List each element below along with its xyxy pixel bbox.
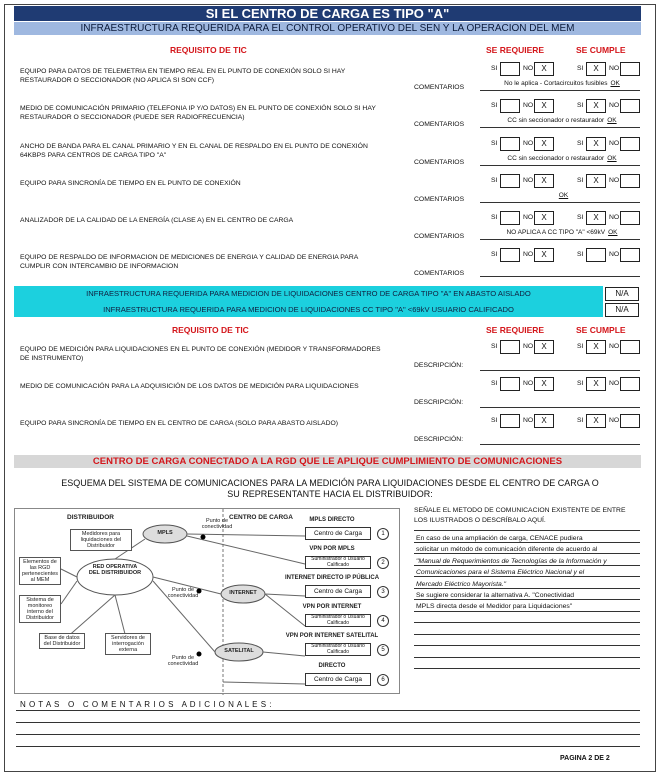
option-title: VPN POR INTERNET SATELITAL <box>285 633 379 639</box>
comentario-ok: OK <box>607 155 617 162</box>
requisito-text: ANCHO DE BANDA PARA EL CANAL PRIMARIO Y EN EL CANAL DE RESPALDO EN EL PUNTO DE CONEXIÓN 64KBPS PARA CENTROS DE CARGA TIPO "A" <box>20 143 368 159</box>
se-cumple-no-box[interactable] <box>620 377 640 391</box>
na-box-1[interactable]: N/A <box>605 287 639 301</box>
se-cumple-no-label: NO <box>609 140 620 147</box>
comentarios-label: COMENTARIOS <box>414 159 465 166</box>
label-distribuidor: DISTRIBUIDOR <box>67 514 114 521</box>
comentarios-label: COMENTARIOS <box>414 121 465 128</box>
option-box: Suministrador o Usuario Calificado <box>305 556 371 569</box>
se-requiere-si-label: SI <box>491 251 498 258</box>
se-cumple-si-box[interactable]: X <box>586 174 606 188</box>
se-cumple-no-box[interactable] <box>620 174 640 188</box>
method-text-line: En caso de una ampliación de carga, CENACE pudiera <box>416 535 583 542</box>
comentario-value[interactable] <box>484 192 640 199</box>
se-cumple-no-label: NO <box>609 417 620 424</box>
comentario-text: CC sin seccionador o restaurador <box>507 155 605 162</box>
method-line[interactable] <box>414 565 640 566</box>
option-title: VPN POR INTERNET <box>302 604 362 610</box>
method-line[interactable] <box>414 588 640 589</box>
se-cumple-si-label: SI <box>577 343 584 350</box>
se-requiere-si-box[interactable] <box>500 377 520 391</box>
se-cumple-no-box[interactable] <box>620 99 640 113</box>
se-requiere-si-box[interactable] <box>500 248 520 262</box>
se-requiere-no-label: NO <box>523 177 534 184</box>
se-requiere-si-label: SI <box>491 380 498 387</box>
descripcion-line[interactable] <box>480 370 640 371</box>
se-requiere-si-label: SI <box>491 177 498 184</box>
method-line[interactable] <box>414 657 640 658</box>
se-cumple-si-label: SI <box>577 251 584 258</box>
se-requiere-no-label: NO <box>523 65 534 72</box>
rgd-header: CENTRO DE CARGA CONECTADO A LA RGD QUE LE APLIQUE CUMPLIMIENTO DE COMUNICACIONES <box>14 455 641 468</box>
method-text-line: Mercado Eléctrico Mayorista." <box>416 580 507 588</box>
option-box: Suministrador o Usuario Calificado <box>305 643 371 656</box>
comentario-line <box>480 202 640 203</box>
comentario-line <box>480 90 640 91</box>
method-line[interactable] <box>414 530 640 531</box>
descripcion-line[interactable] <box>480 444 640 445</box>
se-requiere-no-label: NO <box>523 343 534 350</box>
option-box: Centro de Carga <box>305 585 371 598</box>
method-line[interactable] <box>414 576 640 577</box>
se-cumple-si-box[interactable]: X <box>586 99 606 113</box>
comentario-value[interactable] <box>484 229 640 236</box>
se-requiere-no-box[interactable]: X <box>534 377 554 391</box>
se-requiere-si-box[interactable] <box>500 340 520 354</box>
se-cumple-no-box[interactable] <box>620 248 640 262</box>
option-number[interactable]: 1 <box>377 528 389 540</box>
requisito-text: EQUIPO PARA SINCRONÍA DE TIEMPO EN EL PUNTO DE CONEXIÓN <box>20 180 241 187</box>
se-requiere-si-box[interactable] <box>500 99 520 113</box>
se-requiere-no-box[interactable]: X <box>534 174 554 188</box>
cyan-row-2: INFRAESTRUCTURA REQUERIDA PARA MEDICION DE LIQUIDACIONES CC TIPO "A" <69kV USUARIO CALIFICADO <box>14 302 603 317</box>
comentario-ok: OK <box>608 229 618 236</box>
descripcion-label: DESCRIPCIÓN: <box>414 399 464 406</box>
page-number: PAGINA 2 DE 2 <box>560 755 610 762</box>
se-cumple-si-box[interactable] <box>586 248 606 262</box>
se-requiere-si-box[interactable] <box>500 414 520 428</box>
descripcion-label: DESCRIPCIÓN: <box>414 362 464 369</box>
communications-diagram <box>14 508 400 694</box>
option-title: DIRECTO <box>318 663 346 669</box>
se-cumple-no-label: NO <box>609 214 620 221</box>
comentarios-label: COMENTARIOS <box>414 270 465 277</box>
method-text-line: "Manual de Requerimientos de Tecnologías de la Información y <box>416 557 607 565</box>
se-cumple-no-box[interactable] <box>620 414 640 428</box>
descripcion-label: DESCRIPCIÓN: <box>414 436 464 443</box>
label-centro-carga: CENTRO DE CARGA <box>229 514 293 521</box>
label-punto-2: Punto de conectividad <box>167 587 199 599</box>
esquema-title: ESQUEMA DEL SISTEMA DE COMUNICACIONES PARA LA MEDICIÓN PARA LIQUIDACIONES DESDE EL CENTRO DE CARGA O SU REPRESENTANTE HACIA EL DISTRIBUIDOR: <box>61 478 599 499</box>
method-line[interactable] <box>414 553 640 554</box>
requisito-text: EQUIPO DE MEDICIÓN PARA LIQUIDACIONES EN EL PUNTO DE CONEXIÓN (MEDIDOR Y TRANSFORMADORES DE INSTRUMENTO) <box>20 346 381 362</box>
comentarios-label: COMENTARIOS <box>414 84 465 91</box>
section-subtitle: INFRAESTRUCTURA REQUERIDA PARA EL CONTROL OPERATIVO DEL SEN Y LA OPERACION DEL MEM <box>14 22 641 35</box>
cloud-mpls: MPLS <box>157 530 173 536</box>
notes-line[interactable] <box>16 722 640 723</box>
method-line[interactable] <box>414 634 640 635</box>
option-title: INTERNET DIRECTO IP PÚBLICA <box>284 575 380 581</box>
se-requiere-no-box[interactable]: X <box>534 137 554 151</box>
se-cumple-si-label: SI <box>577 417 584 424</box>
notes-line[interactable] <box>16 734 640 735</box>
option-number[interactable]: 5 <box>377 644 389 656</box>
option-number[interactable]: 3 <box>377 586 389 598</box>
requisito-text: MEDIO DE COMUNICACIÓN PRIMARIO (TELEFONIA IP Y/O DATOS) EN EL PUNTO DE CONEXIÓN SOLO SI HAY RESTAURADOR O SECCIONADOR (PUEDE SER RADIOFRECUENCIA) <box>20 105 376 121</box>
descripcion-line[interactable] <box>480 407 640 408</box>
method-line[interactable] <box>414 622 640 623</box>
se-cumple-si-label: SI <box>577 214 584 221</box>
se-cumple-si-box[interactable]: X <box>586 211 606 225</box>
method-line[interactable] <box>414 542 640 543</box>
comentario-line <box>480 127 640 128</box>
option-box: Centro de Carga <box>305 673 371 686</box>
method-line[interactable] <box>414 645 640 646</box>
se-requiere-no-box[interactable]: X <box>534 340 554 354</box>
se-requiere-si-box[interactable] <box>500 174 520 188</box>
se-cumple-si-box[interactable]: X <box>586 340 606 354</box>
page-title: SI EL CENTRO DE CARGA ES TIPO "A" <box>14 6 641 21</box>
se-requiere-no-label: NO <box>523 380 534 387</box>
se-cumple-si-label: SI <box>577 102 584 109</box>
cloud-satelital: SATELITAL <box>224 648 254 654</box>
option-title: MPLS DIRECTO <box>309 517 355 523</box>
col-requisito: REQUISITO DE TIC <box>170 45 247 55</box>
se-requiere-no-label: NO <box>523 102 534 109</box>
comentario-ok: OK <box>558 192 569 199</box>
se-cumple-no-box[interactable] <box>620 62 640 76</box>
comentario-line <box>480 165 640 166</box>
na-box-2[interactable]: N/A <box>605 303 639 317</box>
se-requiere-no-label: NO <box>523 214 534 221</box>
comentario-line <box>480 239 640 240</box>
se-cumple-no-box[interactable] <box>620 137 640 151</box>
se-cumple-si-label: SI <box>577 140 584 147</box>
comentario-value[interactable] <box>484 155 640 162</box>
se-requiere-no-label: NO <box>523 140 534 147</box>
se-cumple-no-label: NO <box>609 65 620 72</box>
se-requiere-no-box[interactable]: X <box>534 99 554 113</box>
se-requiere-si-label: SI <box>491 417 498 424</box>
se-cumple-no-label: NO <box>609 251 620 258</box>
method-text-line: solicitar un método de comunicación diferente de acuerdo al <box>416 546 598 554</box>
box-servidores: Servidores de interrogación externa <box>105 633 151 655</box>
se-requiere-no-box[interactable]: X <box>534 211 554 225</box>
option-box: Centro de Carga <box>305 527 371 540</box>
box-medidores: Medidores para liquidaciones del Distribuidor <box>70 529 132 551</box>
col-requisito-2: REQUISITO DE TIC <box>172 325 249 335</box>
se-cumple-no-label: NO <box>609 343 620 350</box>
se-cumple-no-box[interactable] <box>620 340 640 354</box>
requisito-text: EQUIPO DE RESPALDO DE INFORMACION DE MEDICIONES DE ENERGIA Y CALIDAD DE ENERGIA PARA CUMPLIR CON INTERCAMBIO DE INFORMACION <box>20 254 358 270</box>
label-punto-3: Punto de conectividad <box>167 655 199 667</box>
se-requiere-no-box[interactable]: X <box>534 62 554 76</box>
se-cumple-si-label: SI <box>577 65 584 72</box>
se-requiere-si-box[interactable] <box>500 211 520 225</box>
col-cumple: SE CUMPLE <box>576 45 626 55</box>
cloud-internet: INTERNET <box>229 590 257 596</box>
comentarios-label: COMENTARIOS <box>414 196 465 203</box>
comentario-ok: OK <box>607 117 617 124</box>
option-title: VPN POR MPLS <box>309 546 355 552</box>
se-cumple-si-box[interactable]: X <box>586 414 606 428</box>
col-cumple-2: SE CUMPLE <box>576 325 626 335</box>
se-requiere-si-label: SI <box>491 65 498 72</box>
se-requiere-si-label: SI <box>491 214 498 221</box>
requisito-text: EQUIPO PARA DATOS DE TELEMETRIA EN TIEMPO REAL EN EL PUNTO DE CONEXIÓN SOLO SI HAY RESTAURADOR O SECCIONADOR (NO APLICA SI SON CCF) <box>20 68 346 84</box>
col-requiere-2: SE REQUIERE <box>486 325 545 335</box>
cyan-row-1: INFRAESTRUCTURA REQUERIDA PARA MEDICION DE LIQUIDACIONES CENTRO DE CARGA TIPO "A" EN ABASTO AISLADO <box>14 286 603 302</box>
method-text-line: MPLS directa desde el Medidor para Liquidaciones" <box>416 603 573 611</box>
comentario-value[interactable] <box>484 80 640 87</box>
comentario-text: No le aplica - Cortacircuitos fusibles <box>504 80 608 87</box>
se-cumple-no-box[interactable] <box>620 211 640 225</box>
box-sistema: Sistema de monitoreo interno del Distribuidor <box>19 595 61 623</box>
se-requiere-si-box[interactable] <box>500 137 520 151</box>
method-text-line: Comunicaciones para el Sistema Eléctrico Nacional y el <box>416 569 585 577</box>
se-requiere-si-label: SI <box>491 102 498 109</box>
requisito-text: ANALIZADOR DE LA CALIDAD DE LA ENERGÍA (CLASE A) EN EL CENTRO DE CARGA <box>20 217 294 224</box>
requisito-text: EQUIPO PARA SINCRONÍA DE TIEMPO EN EL CENTRO DE CARGA (SOLO PARA ABASTO AISLADO) <box>20 420 339 427</box>
comentario-text: NO APLICA A CC TIPO "A" <69kV <box>506 229 606 236</box>
comentario-value[interactable] <box>484 117 640 124</box>
comentario-text: CC sin seccionador o restaurador <box>507 117 605 124</box>
se-requiere-si-box[interactable] <box>500 62 520 76</box>
box-base-datos: Base de datos del Distribuidor <box>39 633 85 649</box>
option-number[interactable]: 2 <box>377 557 389 569</box>
method-instruction: SEÑALE EL METODO DE COMUNICACION EXISTENTE DE ENTRE LOS ILUSTRADOS O DESCRÍBALO AQUÍ. <box>414 507 626 524</box>
se-requiere-si-label: SI <box>491 343 498 350</box>
se-cumple-no-label: NO <box>609 102 620 109</box>
option-number[interactable]: 4 <box>377 615 389 627</box>
label-red-operativa: RED OPERATIVA DEL DISTRIBUIDOR <box>88 564 142 576</box>
notes-label: N O T A S O C O M E N T A R I O S A D I C I O N A L E S : <box>20 700 273 709</box>
se-requiere-no-label: NO <box>523 417 534 424</box>
se-cumple-si-label: SI <box>577 177 584 184</box>
se-cumple-si-box[interactable]: X <box>586 377 606 391</box>
requisito-text: MEDIO DE COMUNICACIÓN PARA LA ADQUISICIÓN DE LOS DATOS DE MEDICIÓN PARA LIQUIDACIONES <box>20 383 359 390</box>
method-line[interactable] <box>414 668 640 669</box>
comentario-ok: OK <box>610 80 620 87</box>
notes-line[interactable] <box>16 710 640 711</box>
se-requiere-si-label: SI <box>491 140 498 147</box>
se-requiere-no-box[interactable]: X <box>534 414 554 428</box>
se-requiere-no-box[interactable]: X <box>534 248 554 262</box>
comentario-line <box>480 276 640 277</box>
notes-line[interactable] <box>16 746 640 747</box>
se-cumple-no-label: NO <box>609 380 620 387</box>
comentarios-label: COMENTARIOS <box>414 233 465 240</box>
se-requiere-no-label: NO <box>523 251 534 258</box>
option-number[interactable]: 6 <box>377 674 389 686</box>
method-text-line: Se sugiere considerar la alternativa A. "Conectividad <box>416 592 575 599</box>
method-line[interactable] <box>414 599 640 600</box>
method-line[interactable] <box>414 611 640 612</box>
se-cumple-no-label: NO <box>609 177 620 184</box>
label-punto-1: Punto de conectividad <box>201 518 233 530</box>
col-requiere: SE REQUIERE <box>486 45 545 55</box>
comentario-value[interactable] <box>484 266 640 273</box>
se-cumple-si-label: SI <box>577 380 584 387</box>
se-cumple-si-box[interactable]: X <box>586 137 606 151</box>
se-cumple-si-box[interactable]: X <box>586 62 606 76</box>
option-box: Suministrador o Usuario Calificado <box>305 614 371 627</box>
box-elementos: Elementos de las RGD pertenecientes al MEM <box>19 557 61 585</box>
